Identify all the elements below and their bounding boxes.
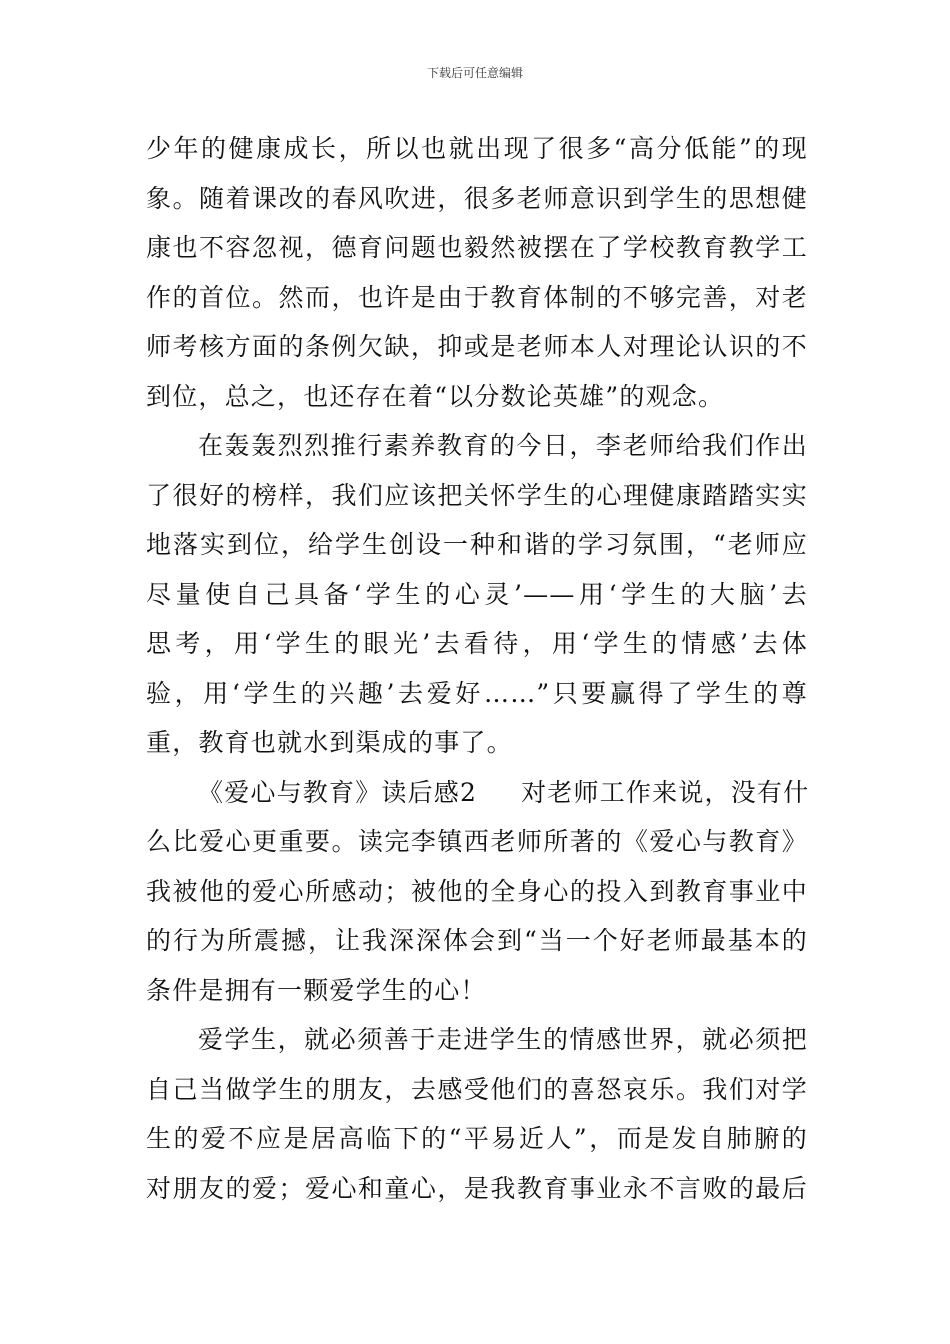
document-body: [146, 124, 808, 1213]
paragraph-1: [146, 124, 808, 421]
text-line: [146, 768, 808, 818]
text-line: 地落实到位，给学生创设一种和谐的学习氛围，“老师应: [146, 530, 808, 559]
text-line: 象。随着课改的春风吹进，很多老师意识到学生的思想健: [146, 183, 808, 213]
text-line: 了很好的榜样，我们应该把关怀学生的心理健康踏踏实实: [146, 480, 808, 510]
text-line: 么比爱心更重要。读完李镇西老师所著的《爱心与教育》: [146, 827, 808, 856]
text-line: 思考，用‘学生的眼光’去看待，用‘学生的情感’去体: [146, 629, 808, 658]
paragraph-3: [146, 768, 808, 1016]
text-line: 在轰轰烈烈推行素养教育的今日，李老师给我们作出: [198, 431, 808, 460]
text-line: 作的首位。然而，也许是由于教育体制的不够完善，对老: [146, 282, 808, 312]
text-line: 验，用‘学生的兴趣’去爱好……”只要赢得了学生的尊: [146, 678, 808, 708]
text-fragment: 对老师工作来说，没有什: [521, 777, 810, 807]
section-heading: 《爱心与教育》读后感2: [198, 777, 478, 807]
text-line: 到位，总之，也还存在着“以分数论英雄”的观念。: [146, 381, 725, 411]
text-line: 对朋友的爱；爱心和童心，是我教育事业永不言败的最后: [146, 1173, 808, 1203]
text-line: 康也不容忽视，德育问题也毅然被摆在了学校教育教学工: [146, 233, 808, 262]
paragraph-2: [146, 421, 808, 768]
text-line: 重，教育也就水到渠成的事了。: [146, 728, 513, 757]
text-line: 少年的健康成长，所以也就出现了很多“高分低能”的现: [146, 134, 808, 163]
text-line: 师考核方面的条例欠缺，抑或是老师本人对理论认识的不: [146, 332, 808, 361]
text-line: 自己当做学生的朋友，去感受他们的喜怒哀乐。我们对学: [146, 1074, 808, 1104]
page-header: 下载后可任意编辑: [426, 66, 523, 80]
text-line: 尽量使自己具备‘学生的心灵’——用‘学生的大脑’去: [146, 579, 808, 609]
text-line: 我被他的爱心所感动；被他的全身心的投入到教育事业中: [146, 876, 808, 906]
text-line: 生的爱不应是居高临下的“平易近人”，而是发自肺腑的: [146, 1124, 808, 1153]
text-line: 爱学生，就必须善于走进学生的情感世界，就必须把: [198, 1025, 808, 1054]
paragraph-4: [146, 1015, 808, 1213]
text-line: 条件是拥有一颗爱学生的心！: [146, 975, 487, 1005]
text-line: 的行为所震撼，让我深深体会到“当一个好老师最基本的: [146, 926, 808, 955]
